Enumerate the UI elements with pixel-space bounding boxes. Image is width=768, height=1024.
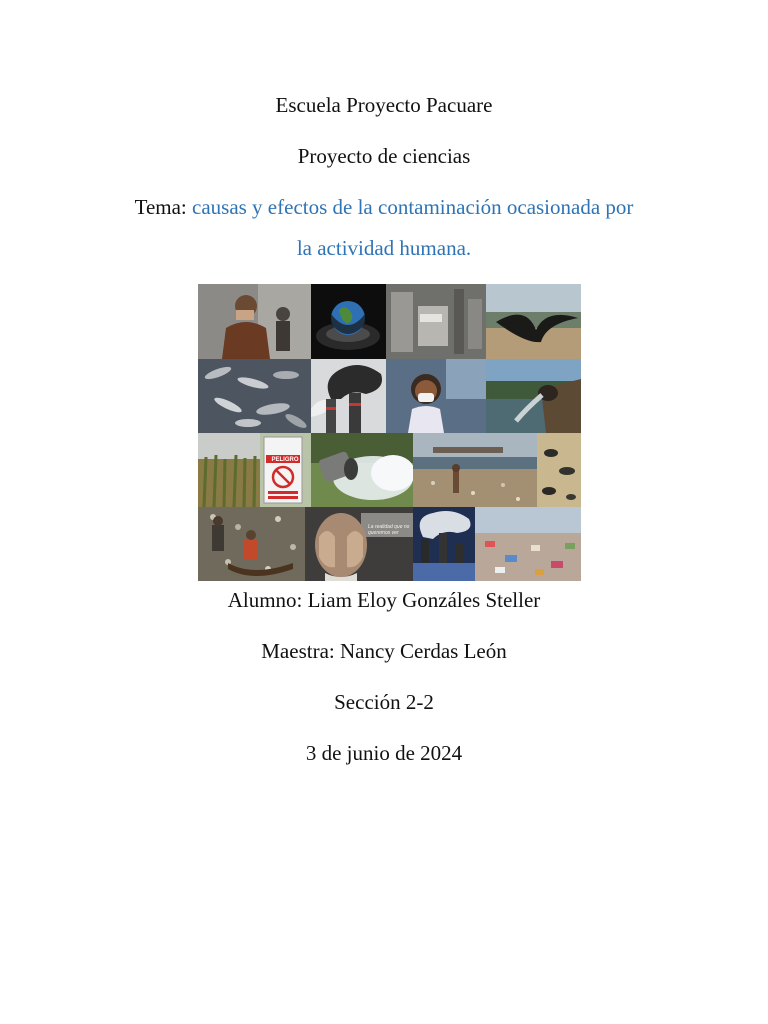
pollution-collage: [198, 284, 581, 581]
teacher-name: Maestra: Nancy Cerdas León: [261, 639, 507, 663]
danger-sign-text: PELIGRO: [271, 457, 299, 463]
oil-covered-bird: [486, 284, 581, 359]
project-title: Proyecto de ciencias: [297, 144, 471, 168]
polluted-beach: [413, 433, 537, 507]
person-covering-face: [305, 507, 413, 581]
topic-text-1: causas y efectos de la contaminación ocasionada por: [192, 195, 634, 219]
garbage-landfill: [475, 507, 581, 581]
reality-caption-text: La realidad que no queremos ver: [368, 524, 410, 536]
danger-sign: [260, 433, 311, 507]
topic-label: Tema:: [134, 195, 187, 219]
pipe-discharging-smoke: [311, 433, 413, 507]
factory-smokestacks: [311, 359, 386, 433]
student-name: Alumno: Liam Eloy Gonzáles Steller: [227, 588, 541, 612]
sewage-pipe-river: [486, 359, 581, 433]
withered-corn-field: [198, 433, 260, 507]
date: 3 de junio de 2024: [305, 741, 463, 765]
earth-oil-drop: [311, 284, 386, 359]
child-wearing-mask: [386, 359, 486, 433]
topic-line-2: la actividad humana.: [296, 236, 472, 260]
industrial-machinery: [386, 284, 486, 359]
beach-debris: [537, 433, 581, 507]
section: Sección 2-2: [334, 690, 434, 714]
man-covering-mouth-smog: [198, 284, 311, 359]
school-name: Escuela Proyecto Pacuare: [275, 93, 493, 117]
topic-line-1: [0, 194, 768, 220]
person-in-garbage-river: [198, 507, 305, 581]
dead-fish: [198, 359, 311, 433]
smoking-chimneys: [413, 507, 475, 581]
